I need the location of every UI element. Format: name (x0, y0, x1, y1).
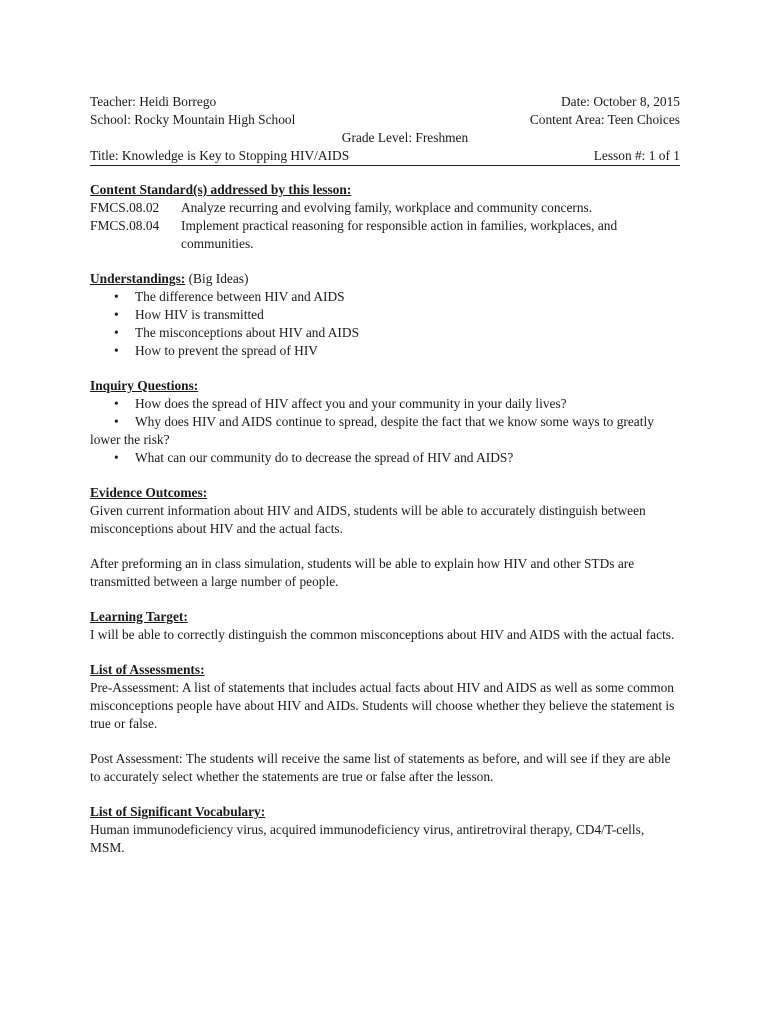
bullet-icon: • (114, 307, 119, 322)
list-item (90, 449, 680, 467)
understandings-heading: Understandings: (90, 271, 186, 286)
evidence-paragraph: Given current information about HIV and AIDS, students will be able to accurately distinguish between misconceptions about HIV and the actual facts. (90, 503, 646, 536)
document-body (90, 93, 680, 857)
standard-code: FMCS.08.02 (90, 200, 160, 215)
standard-text: Analyze recurring and evolving family, workplace and community concerns. (181, 200, 593, 215)
vocabulary-heading: List of Significant Vocabulary: (90, 804, 266, 819)
evidence-section (90, 484, 680, 591)
bullet-icon: • (114, 414, 119, 429)
content-area-label: Content Area: Teen Choices (529, 112, 680, 127)
assessments-section (90, 661, 680, 786)
grade-level-label: Grade Level: Freshmen (341, 130, 469, 145)
list-item (90, 324, 680, 342)
list-item-text: Why does HIV and AIDS continue to spread, despite the fact that we know some ways to greatly lower the risk? (90, 414, 654, 447)
lesson-title: Title: Knowledge is Key to Stopping HIV/AIDS (90, 148, 350, 163)
vocabulary-section (90, 803, 680, 857)
assessment-paragraph: Post Assessment: The students will receive the same list of statements as before, and will see if they are able to accurately select whether the statements are true or false after the lesson. (90, 751, 671, 784)
list-item-text: What can our community do to decrease the spread of HIV and AIDS? (135, 450, 514, 465)
bullet-icon: • (114, 450, 119, 465)
list-item (90, 395, 680, 413)
evidence-heading: Evidence Outcomes: (90, 485, 208, 500)
list-item-text: How to prevent the spread of HIV (135, 343, 318, 358)
understandings-list (90, 288, 680, 360)
list-item-text: The misconceptions about HIV and AIDS (135, 325, 360, 340)
teacher-label: Teacher: Heidi Borrego (90, 94, 217, 109)
school-label: School: Rocky Mountain High School (90, 112, 296, 127)
assessment-paragraph: Pre-Assessment: A list of statements that includes actual facts about HIV and AIDS as well as some common misconceptions people have about HIV and AIDs. Students will choose whether they believe the statement is true or false. (90, 680, 675, 731)
understandings-heading-line (90, 270, 680, 288)
target-paragraph: I will be able to correctly distinguish the common misconceptions about HIV and AIDS with the actual facts. (90, 627, 675, 642)
list-item (90, 413, 680, 449)
inquiry-list (90, 395, 680, 467)
evidence-paragraph: After preforming an in class simulation, students will be able to explain how HIV and other STDs are transmitted between a large number of people. (90, 556, 635, 589)
bullet-icon: • (114, 325, 119, 340)
understandings-section (90, 270, 680, 360)
standard-code: FMCS.08.04 (90, 218, 160, 233)
list-item (90, 342, 680, 360)
understandings-note: (Big Ideas) (185, 271, 249, 286)
inquiry-section (90, 377, 680, 467)
lesson-number: Lesson #: 1 of 1 (593, 148, 680, 163)
assessments-heading: List of Assessments: (90, 662, 205, 677)
standard-text: Implement practical reasoning for responsible action in families, workplaces, and communities. (181, 218, 618, 251)
bullet-icon: • (114, 289, 119, 304)
header-row-2 (90, 111, 680, 129)
standard-item (90, 217, 680, 253)
bullet-icon: • (114, 343, 119, 358)
list-item (90, 288, 680, 306)
header-block (90, 93, 680, 166)
target-section (90, 608, 680, 644)
target-heading: Learning Target: (90, 609, 188, 624)
list-item (90, 306, 680, 324)
list-item-text: The difference between HIV and AIDS (135, 289, 345, 304)
date-label: Date: October 8, 2015 (561, 94, 680, 109)
header-row-title (90, 147, 680, 166)
list-item-text: How HIV is transmitted (135, 307, 264, 322)
list-item-text: How does the spread of HIV affect you and your community in your daily lives? (135, 396, 567, 411)
vocabulary-paragraph: Human immunodeficiency virus, acquired immunodeficiency virus, antiretroviral therapy, CD4/T-cells, MSM. (90, 822, 645, 855)
inquiry-heading: Inquiry Questions: (90, 378, 199, 393)
standards-section (90, 181, 680, 253)
standards-heading: Content Standard(s) addressed by this lesson: (90, 182, 352, 197)
bullet-icon: • (114, 396, 119, 411)
header-row-1 (90, 93, 680, 111)
standard-item (90, 199, 680, 217)
